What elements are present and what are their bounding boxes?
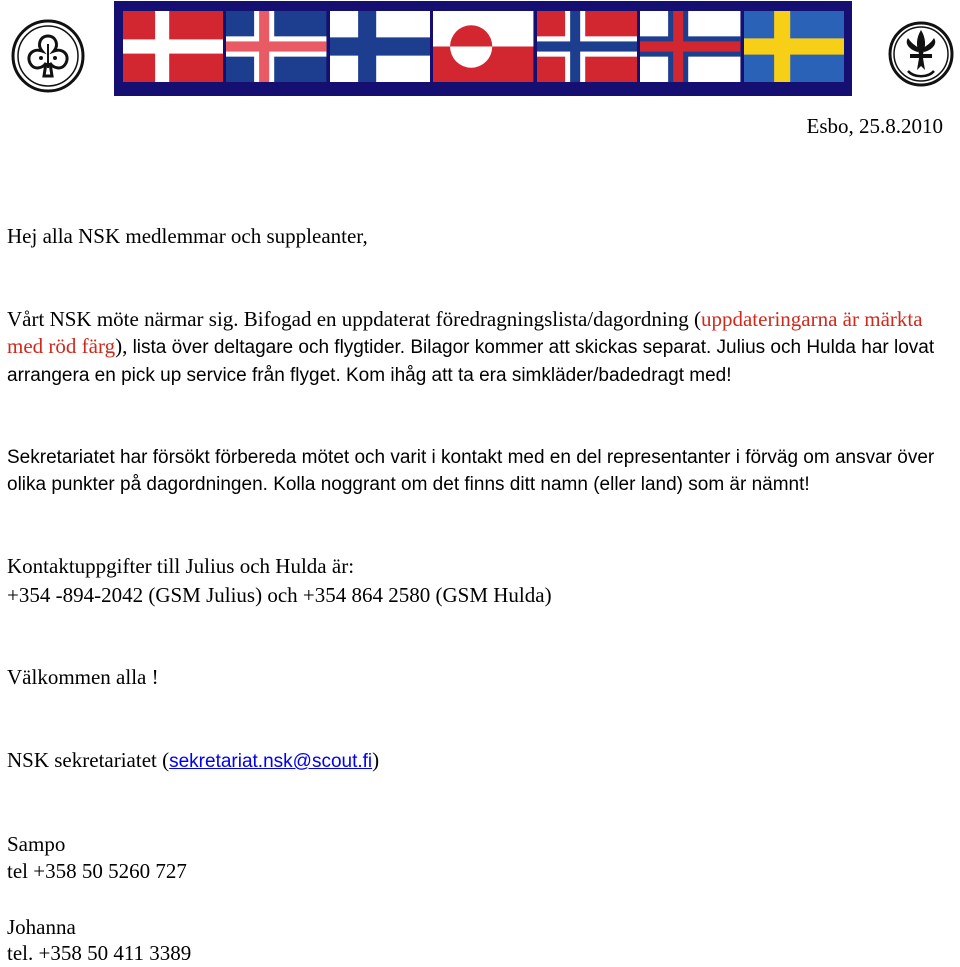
flag-finland [330,11,430,82]
person-phone: tel. +358 50 411 3389 [7,941,192,965]
person-name: Sampo [7,832,66,856]
signature-line [7,747,379,775]
red-updates-note: uppdateringarna är märkta med röd färg [7,307,923,358]
flag-iceland [226,11,326,82]
flag-denmark [123,11,223,82]
person-name: Johanna [7,915,76,939]
contacts-heading: Kontaktuppgifter till Julius och Hulda är: [7,554,355,578]
greeting: Hej alla NSK medlemmar och suppleanter, [7,224,368,248]
nordic-flags-banner [114,1,852,96]
flag-norway [537,11,637,82]
flag-faroe-islands [640,11,740,82]
paragraph-meeting-info [7,306,955,389]
signature-suffix: ) [372,748,380,772]
scout-fleur-de-lis-icon [886,16,960,92]
flag-sweden [744,11,844,82]
person-phone: tel +358 50 5260 727 [7,859,187,883]
contacts-phones: +354 -894-2042 (GSM Julius) och +354 864 2580 (GSM Hulda) [7,583,552,607]
letter-date: Esbo, 25.8.2010 [806,114,943,138]
paragraph-meeting-separator: ), [115,334,133,358]
signature-prefix: NSK sekretariatet ( [7,748,170,772]
flag-greenland [433,11,533,82]
paragraph-meeting-intro: Vårt NSK möte närmar sig. Bifogad en uppdaterat föredragningslista/dagordning ( [7,307,701,331]
paragraph-secretariat: Sekretariatet har försökt förbereda mötet och varit i kontakt med en del representanter i förväg om ansvar över olika punkter på dagordningen. Kolla noggrant om det finns ditt namn (eller land) som är nämnt! [7,447,935,495]
girl-guides-trefoil-icon [10,18,86,94]
welcome-text: Välkommen alla ! [7,665,159,689]
email-link[interactable]: sekretariat.nsk@scout.fi [169,751,373,772]
paragraph-meeting-details: lista över deltagare och flygtider. Bilagor kommer att skickas separat. Julius och Hulda har lovat arrangera en pick up service från flyget. Kom ihåg att ta era simkläder/badedragt med! [7,337,935,386]
